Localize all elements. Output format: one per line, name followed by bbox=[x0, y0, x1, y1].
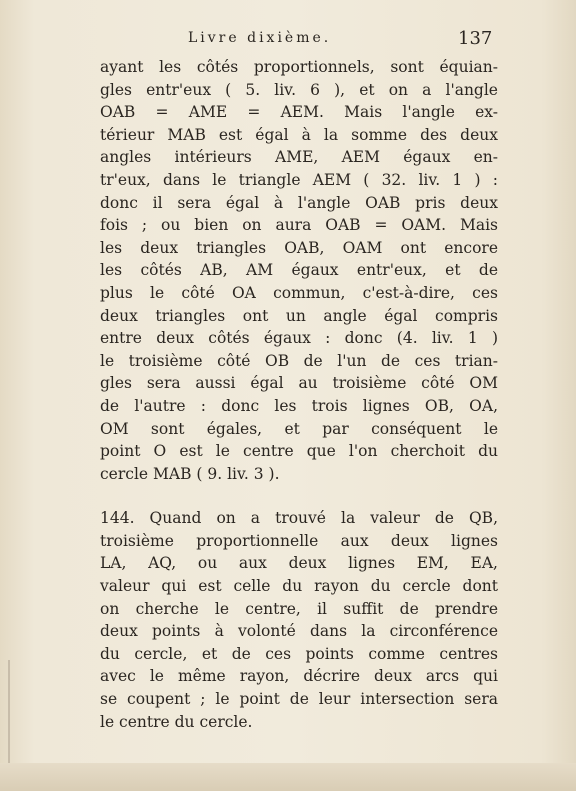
text-line: angles intérieurs AME, AEM égaux en- bbox=[100, 148, 498, 167]
paragraph-2 bbox=[100, 507, 498, 733]
text-line: les deux triangles OAB, OAM ont encore bbox=[100, 238, 498, 257]
text-line: fois ; ou bien on aura OAB = OAM. Mais bbox=[100, 216, 498, 235]
text-line: OAB = AME = AEM. Mais l'angle ex- bbox=[100, 103, 498, 122]
running-title: Livre dixième. bbox=[188, 30, 332, 46]
text-line: troisième proportionnelle aux deux lignes bbox=[100, 531, 498, 550]
text-line: gles entr'eux ( 5. liv. 6 ), et on a l'angle bbox=[100, 80, 498, 99]
body-text bbox=[100, 56, 498, 733]
text-line: ayant les côtés proportionnels, sont équian- bbox=[100, 58, 498, 76]
text-line: entre deux côtés égaux : donc (4. liv. 1 ) bbox=[100, 329, 498, 348]
text-line: donc il sera égal à l'angle OAB pris deux bbox=[100, 193, 498, 212]
text-line: térieur MAB est égal à la somme des deux bbox=[100, 125, 498, 144]
text-line: on cherche le centre, il suffit de prendre bbox=[100, 599, 498, 618]
text-line: point O est le centre que l'on cherchoit du bbox=[100, 442, 498, 461]
paragraph-1 bbox=[100, 56, 498, 485]
page-number: 137 bbox=[458, 28, 493, 49]
page-bottom-edge bbox=[0, 763, 576, 791]
text-line: plus le côté OA commun, c'est-à-dire, ces bbox=[100, 283, 498, 302]
text-line: les côtés AB, AM égaux entr'eux, et de bbox=[100, 261, 498, 280]
text-line: du cercle, et de ces points comme centres bbox=[100, 644, 498, 663]
text-line: le centre du cercle. bbox=[100, 712, 253, 731]
text-line: cercle MAB ( 9. liv. 3 ). bbox=[100, 464, 280, 483]
text-line: 144. Quand on a trouvé la valeur de QB, bbox=[100, 509, 498, 528]
text-line: avec le même rayon, décrire deux arcs qui bbox=[100, 667, 498, 686]
text-line: valeur qui est celle du rayon du cercle dont bbox=[100, 577, 498, 596]
text-line: se coupent ; le point de leur intersection sera bbox=[100, 690, 498, 709]
text-line: le troisième côté OB de l'un de ces trian- bbox=[100, 351, 498, 370]
binding-shadow bbox=[8, 660, 10, 770]
text-line: OM sont égales, et par conséquent le bbox=[100, 419, 498, 438]
text-line: de l'autre : donc les trois lignes OB, OA, bbox=[100, 396, 498, 415]
text-line: gles sera aussi égal au troisième côté OM bbox=[100, 374, 498, 393]
text-line: tr'eux, dans le triangle AEM ( 32. liv. 1 ) : bbox=[100, 170, 498, 189]
text-line: deux points à volonté dans la circonférence bbox=[100, 622, 498, 641]
text-line: LA, AQ, ou aux deux lignes EM, EA, bbox=[100, 554, 498, 573]
text-line: deux triangles ont un angle égal compris bbox=[100, 306, 498, 325]
